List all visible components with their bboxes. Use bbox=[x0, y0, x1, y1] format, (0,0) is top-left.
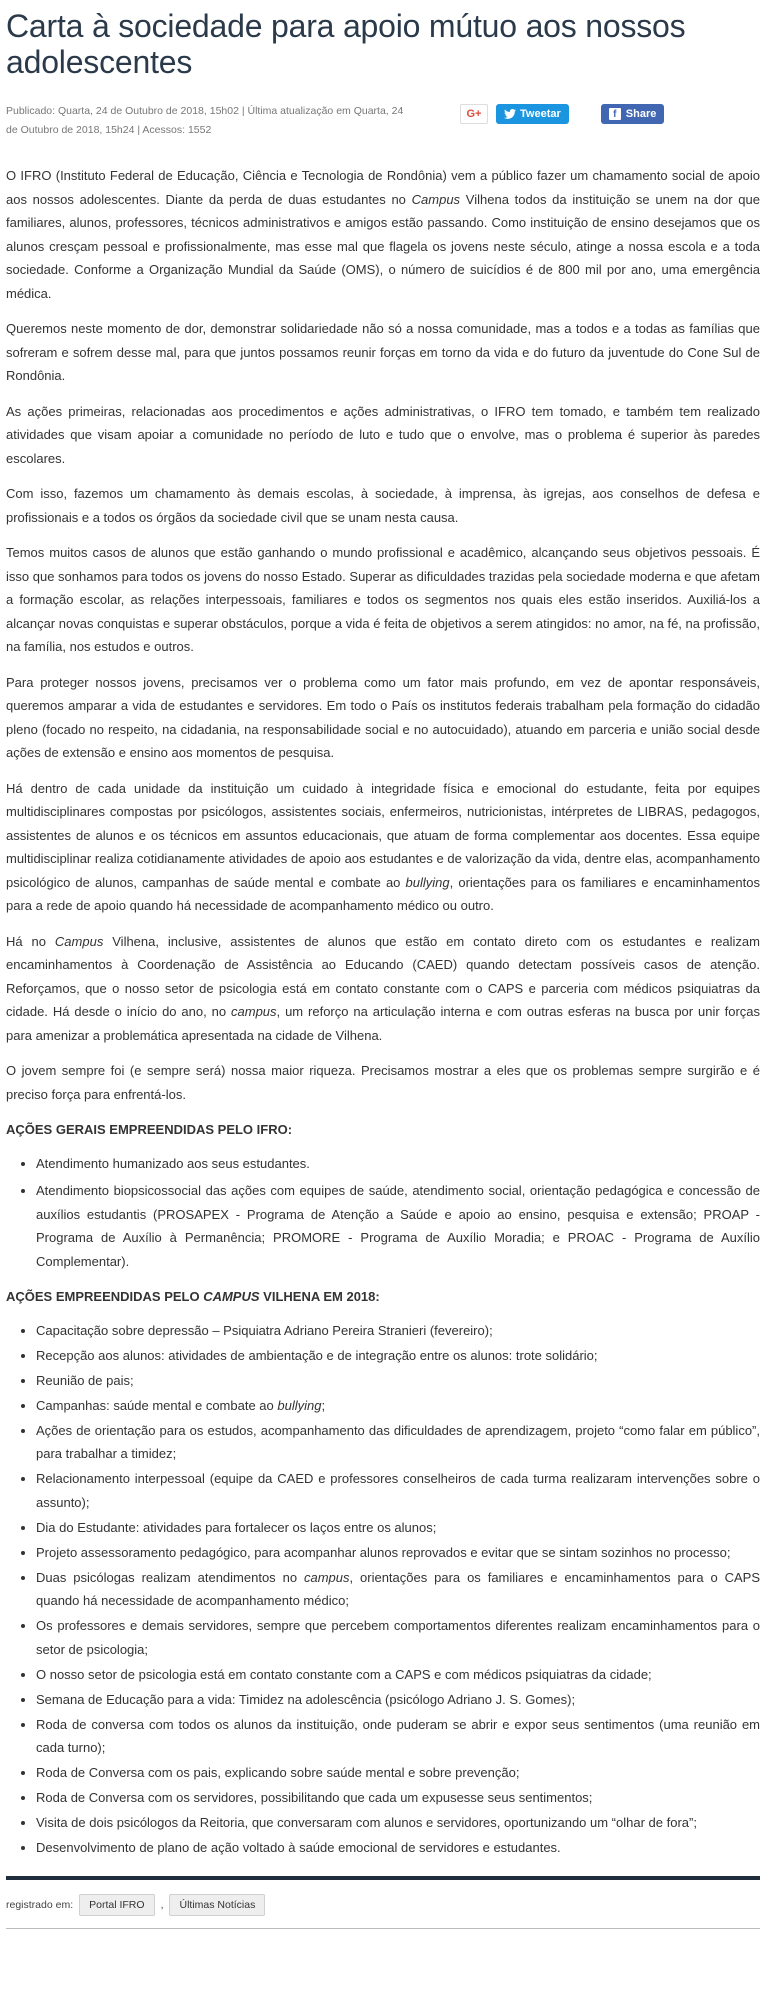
list-acoes-vilhena bbox=[36, 1319, 760, 1860]
tweet-button[interactable] bbox=[496, 104, 569, 124]
list-item: • O nosso setor de psicologia está em contato constante com a CAPS e com médicos psiquiatras da cidade; bbox=[36, 1663, 760, 1687]
list-item: • Semana de Educação para a vida: Timidez na adolescência (psicólogo Adriano J. S. Gomes); bbox=[36, 1688, 760, 1712]
meta-line-2: de Outubro de 2018, 15h24 | Acessos: 1552 bbox=[6, 124, 212, 136]
list-item: • Projeto assessoramento pedagógico, para acompanhar alunos reprovados e evitar que se sintam sozinhos no processo; bbox=[36, 1541, 760, 1565]
share-buttons bbox=[460, 104, 664, 124]
list-item: • Roda de Conversa com os pais, explicando sobre saúde mental e sobre prevenção; bbox=[36, 1761, 760, 1785]
article-title: Carta à sociedade para apoio mútuo aos nossos adolescentes bbox=[6, 8, 686, 80]
list-item: • Os professores e demais servidores, sempre que percebem comportamentos diferentes realizam encaminhamentos para o setor de psicologia; bbox=[36, 1614, 760, 1661]
tag-separator: , bbox=[160, 1898, 164, 1911]
list-item: • Duas psicólogas realizam atendimentos no campus, orientações para os familiares e encaminhamentos para o CAPS quando há necessidade de acompanhamento médico; bbox=[36, 1566, 760, 1613]
google-plus-label: G+ bbox=[466, 108, 482, 120]
twitter-bird-icon bbox=[504, 109, 516, 119]
heading-acoes-gerais: AÇÕES GERAIS EMPREENDIDAS PELO IFRO: bbox=[6, 1122, 293, 1137]
registered-label: registrado em: bbox=[6, 1898, 74, 1911]
publication-meta bbox=[6, 102, 446, 140]
paragraph-7: Há dentro de cada unidade da instituição um cuidado à integridade física e emocional do estudante, feita por equipes multidisciplinares compostas por psicólogos, assistentes sociais, enfermeiros, nutricionistas, intérpretes de LIBRAS, pedagogos, assistentes de alunos e os técnicos em assuntos educacionais, que atuam de forma complementar aos docentes. Essa equipe multidisciplinar realiza cotidianamente atividades de apoio aos estudantes e de valorização da vida, dentre elas, acompanhamento psicológico de alunos, campanhas de saúde mental e combate ao bullying, orientações para os familiares e encaminhamentos para a rede de apoio quando há necessidade de acompanhamento médico ou outro. bbox=[6, 780, 760, 913]
facebook-share-label: Share bbox=[625, 108, 657, 120]
paragraph-2: Queremos neste momento de dor, demonstrar solidariedade não só a nossa comunidade, mas a todos e a todas as famílias que sofreram e sofrem desse mal, para que juntos possamos reunir forças em torno da vida e do futuro da juventude do Cone Sul de Rondônia. bbox=[6, 321, 760, 383]
list-item: • Desenvolvimento de plano de ação voltado à saúde emocional de servidores e estudantes. bbox=[36, 1836, 760, 1860]
paragraph-8: Há no Campus Vilhena, inclusive, assistentes de alunos que estão em contato direto com os estudantes e realizam encaminhamentos à Coordenação de Assistência ao Educando (CAED) quando detectam possíveis casos de atenção. Reforçamos, que o nosso setor de psicologia está em contato constante com o CAPS e parceria com médicos psiquiatras da cidade. Há desde o início do ano, no campus, um reforço na articulação interna e com outras esferas na busca por unir forças para amenizar a problemática apresentada na cidade de Vilhena. bbox=[6, 933, 761, 1043]
facebook-icon: f bbox=[609, 108, 621, 120]
paragraph-5: Temos muitos casos de alunos que estão ganhando o mundo profissional e acadêmico, alcançando seus objetivos pessoais. É isso que sonhamos para todos os jovens do nosso Estado. Superar as dificuldades trazidas pela sociedade moderna e que afetam a formação escolar, as relações interpessoais, familiares e todos os segmentos nos quais eles estão inseridos. Auxiliá-los a alcançar novas conquistas e superar obstáculos, porque a vida é feita de objetivos a serem atingidos: no amor, na fé, na profissão, na família, nos estudos e outros. bbox=[6, 545, 760, 654]
list-item: • Roda de conversa com todos os alunos da instituição, onde puderam se abrir e expor seus sentimentos (uma reunião em cada turno); bbox=[36, 1713, 760, 1760]
bottom-divider bbox=[6, 1928, 760, 1929]
paragraph-9: O jovem sempre foi (e sempre será) nossa maior riqueza. Precisamos mostrar a eles que os problemas sempre surgirão e é preciso força para enfrentá-los. bbox=[6, 1063, 760, 1102]
list-item: • Atendimento biopsicossocial das ações com equipes de saúde, atendimento social, orientação pedagógica e concessão de auxílios estudantis (PROSAPEX - Programa de Atenção a Saúde e apoio ao ensino, pesquisa e extensão; PROAP - Programa de Auxílio à Permanência; PROMORE - Programa de Auxílio Moradia; e PROAC - Programa de Auxílio Complementar). bbox=[36, 1179, 760, 1273]
tag-portal-ifro[interactable]: Portal IFRO bbox=[79, 1894, 154, 1916]
google-plus-button[interactable] bbox=[460, 104, 488, 124]
list-item: • Capacitação sobre depressão – Psiquiatra Adriano Pereira Stranieri (fevereiro); bbox=[36, 1319, 760, 1343]
paragraph-1: O IFRO (Instituto Federal de Educação, Ciência e Tecnologia de Rondônia) vem a público fazer um chamamento social de apoio aos nossos adolescentes. Diante da perda de duas estudantes no Campus Vilhena todos da instituição se unem na dor que familiares, alunos, professores, técnicos administrativos e amigos estão passando. Como instituição de ensino desejamos que os alunos cresçam pessoal e profissionalmente, mas esse mal que flagela os jovens neste século, atinge a nossa escola e a toda sociedade. Conforme a Organização Mundial da Saúde (OMS), o número de suicídios é de 800 mil por ano, uma emergência médica. bbox=[6, 168, 760, 301]
heading-acoes-vilhena: AÇÕES EMPREENDIDAS PELO CAMPUS VILHENA EM 2018: bbox=[6, 1289, 380, 1304]
list-acoes-gerais bbox=[36, 1152, 760, 1274]
paragraph-6: Para proteger nossos jovens, precisamos ver o problema como um fator mais profundo, em vez de apontar responsáveis, queremos amparar a vida de estudantes e servidores. Em todo o País os institutos federais trabalham pela formação do cidadão pleno (focado no respeito, na cidadania, na responsabilidade social e no autocuidado), atuando em parceria e união social desde ações de extensão e ensino aos momentos de pesquisa. bbox=[6, 674, 760, 760]
meta-line-1: Publicado: Quarta, 24 de Outubro de 2018, 15h02 | Última atualização em Quarta, 24 bbox=[6, 105, 404, 117]
list-item: • Recepção aos alunos: atividades de ambientação e de integração entre os alunos: trote solidário; bbox=[36, 1344, 760, 1368]
list-item: • Ações de orientação para os estudos, acompanhamento das dificuldades de aprendizagem, projeto “como falar em público”, para trabalhar a timidez; bbox=[36, 1419, 760, 1466]
tweet-label: Tweetar bbox=[520, 108, 561, 120]
facebook-share-button[interactable] bbox=[601, 104, 665, 124]
registered-in bbox=[6, 1880, 760, 1924]
list-item: • Roda de Conversa com os servidores, possibilitando que cada um expusesse seus sentimentos; bbox=[36, 1786, 760, 1810]
paragraph-4: Com isso, fazemos um chamamento às demais escolas, à sociedade, à imprensa, às igrejas, aos conselhos de defesa e profissionais e a todos os órgãos da sociedade civil que se unam nesta causa. bbox=[6, 486, 760, 525]
list-item: • Dia do Estudante: atividades para fortalecer os laços entre os alunos; bbox=[36, 1516, 760, 1540]
tag-ultimas-noticias[interactable]: Últimas Notícias bbox=[169, 1894, 265, 1916]
list-item: • Reunião de pais; bbox=[36, 1369, 760, 1393]
meta-row bbox=[6, 102, 760, 142]
paragraph-3: As ações primeiras, relacionadas aos procedimentos e ações administrativas, o IFRO tem tomado, e também tem realizado atividades que visam apoiar a comunidade no período de luto e tudo que o envolve, mas o problema é superior às paredes escolares. bbox=[6, 403, 760, 466]
list-item: • Atendimento humanizado aos seus estudantes. bbox=[36, 1152, 760, 1176]
article-body bbox=[6, 164, 760, 1860]
list-item: • Campanhas: saúde mental e combate ao bullying; bbox=[36, 1394, 760, 1418]
list-item: • Visita de dois psicólogos da Reitoria, que conversaram com alunos e servidores, oportunizando um “olhar de fora”; bbox=[36, 1811, 760, 1835]
list-item: • Relacionamento interpessoal (equipe da CAED e professores conselheiros de cada turma realizaram intervenções sobre o assunto); bbox=[36, 1467, 760, 1514]
